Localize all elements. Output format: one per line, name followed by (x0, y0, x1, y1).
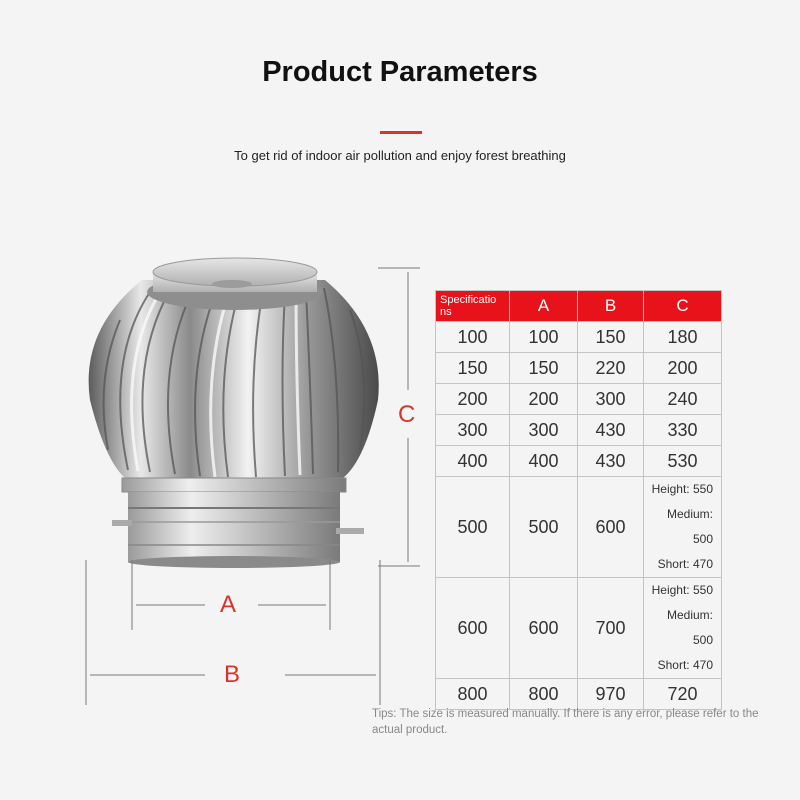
cell-b: 150 (578, 322, 644, 353)
header-a: A (510, 291, 578, 322)
table-row (436, 679, 722, 710)
cell-a: 600 (510, 578, 578, 679)
table-row (436, 446, 722, 477)
cell-c-options (644, 578, 722, 679)
page-subtitle: To get rid of indoor air pollution and enjoy forest breathing (234, 148, 566, 163)
cell-c: 330 (644, 415, 722, 446)
header-specifications: Specificatio ns (436, 291, 510, 322)
cell-spec: 800 (436, 679, 510, 710)
table-header-row (436, 291, 722, 322)
c-option-short: Short: 470 (657, 557, 713, 571)
c-option-height: Height: 550 (651, 482, 713, 496)
cell-spec: 400 (436, 446, 510, 477)
table-row (436, 322, 722, 353)
cell-b: 970 (578, 679, 644, 710)
cell-b: 600 (578, 477, 644, 578)
table-row (436, 477, 722, 578)
page-title: Product Parameters (262, 56, 538, 88)
table-row (436, 353, 722, 384)
dimension-label-c: C (398, 401, 416, 428)
cell-b: 300 (578, 384, 644, 415)
turbine-base (112, 478, 364, 568)
cell-c: 530 (644, 446, 722, 477)
cell-spec: 600 (436, 578, 510, 679)
specifications-table (435, 290, 722, 710)
c-option-short: Short: 470 (657, 658, 713, 672)
header-b: B (578, 291, 644, 322)
table-row (436, 384, 722, 415)
cell-a: 150 (510, 353, 578, 384)
dimension-label-b: B (224, 661, 241, 688)
cell-spec: 500 (436, 477, 510, 578)
c-option-height: Height: 550 (651, 583, 713, 597)
cell-spec: 100 (436, 322, 510, 353)
cell-a: 200 (510, 384, 578, 415)
cell-b: 220 (578, 353, 644, 384)
cell-b: 430 (578, 415, 644, 446)
cell-a: 500 (510, 477, 578, 578)
cell-c: 240 (644, 384, 722, 415)
cell-a: 100 (510, 322, 578, 353)
cell-spec: 200 (436, 384, 510, 415)
cell-a: 400 (510, 446, 578, 477)
turbine-cap (147, 258, 323, 310)
dimension-label-a: A (220, 591, 237, 618)
cell-spec: 150 (436, 353, 510, 384)
tips-note: Tips: The size is measured manually. If there is any error, please refer to the actual product. (372, 708, 759, 736)
cell-spec: 300 (436, 415, 510, 446)
table-row (436, 415, 722, 446)
header-c: C (644, 291, 722, 322)
cell-a: 800 (510, 679, 578, 710)
c-option-medium: Medium: 500 (666, 507, 713, 546)
cell-c: 720 (644, 679, 722, 710)
table-row (436, 578, 722, 679)
cell-c: 200 (644, 353, 722, 384)
c-option-medium: Medium: 500 (666, 608, 713, 647)
cell-a: 300 (510, 415, 578, 446)
cell-c: 180 (644, 322, 722, 353)
cell-c-options (644, 477, 722, 578)
cell-b: 430 (578, 446, 644, 477)
cell-b: 700 (578, 578, 644, 679)
